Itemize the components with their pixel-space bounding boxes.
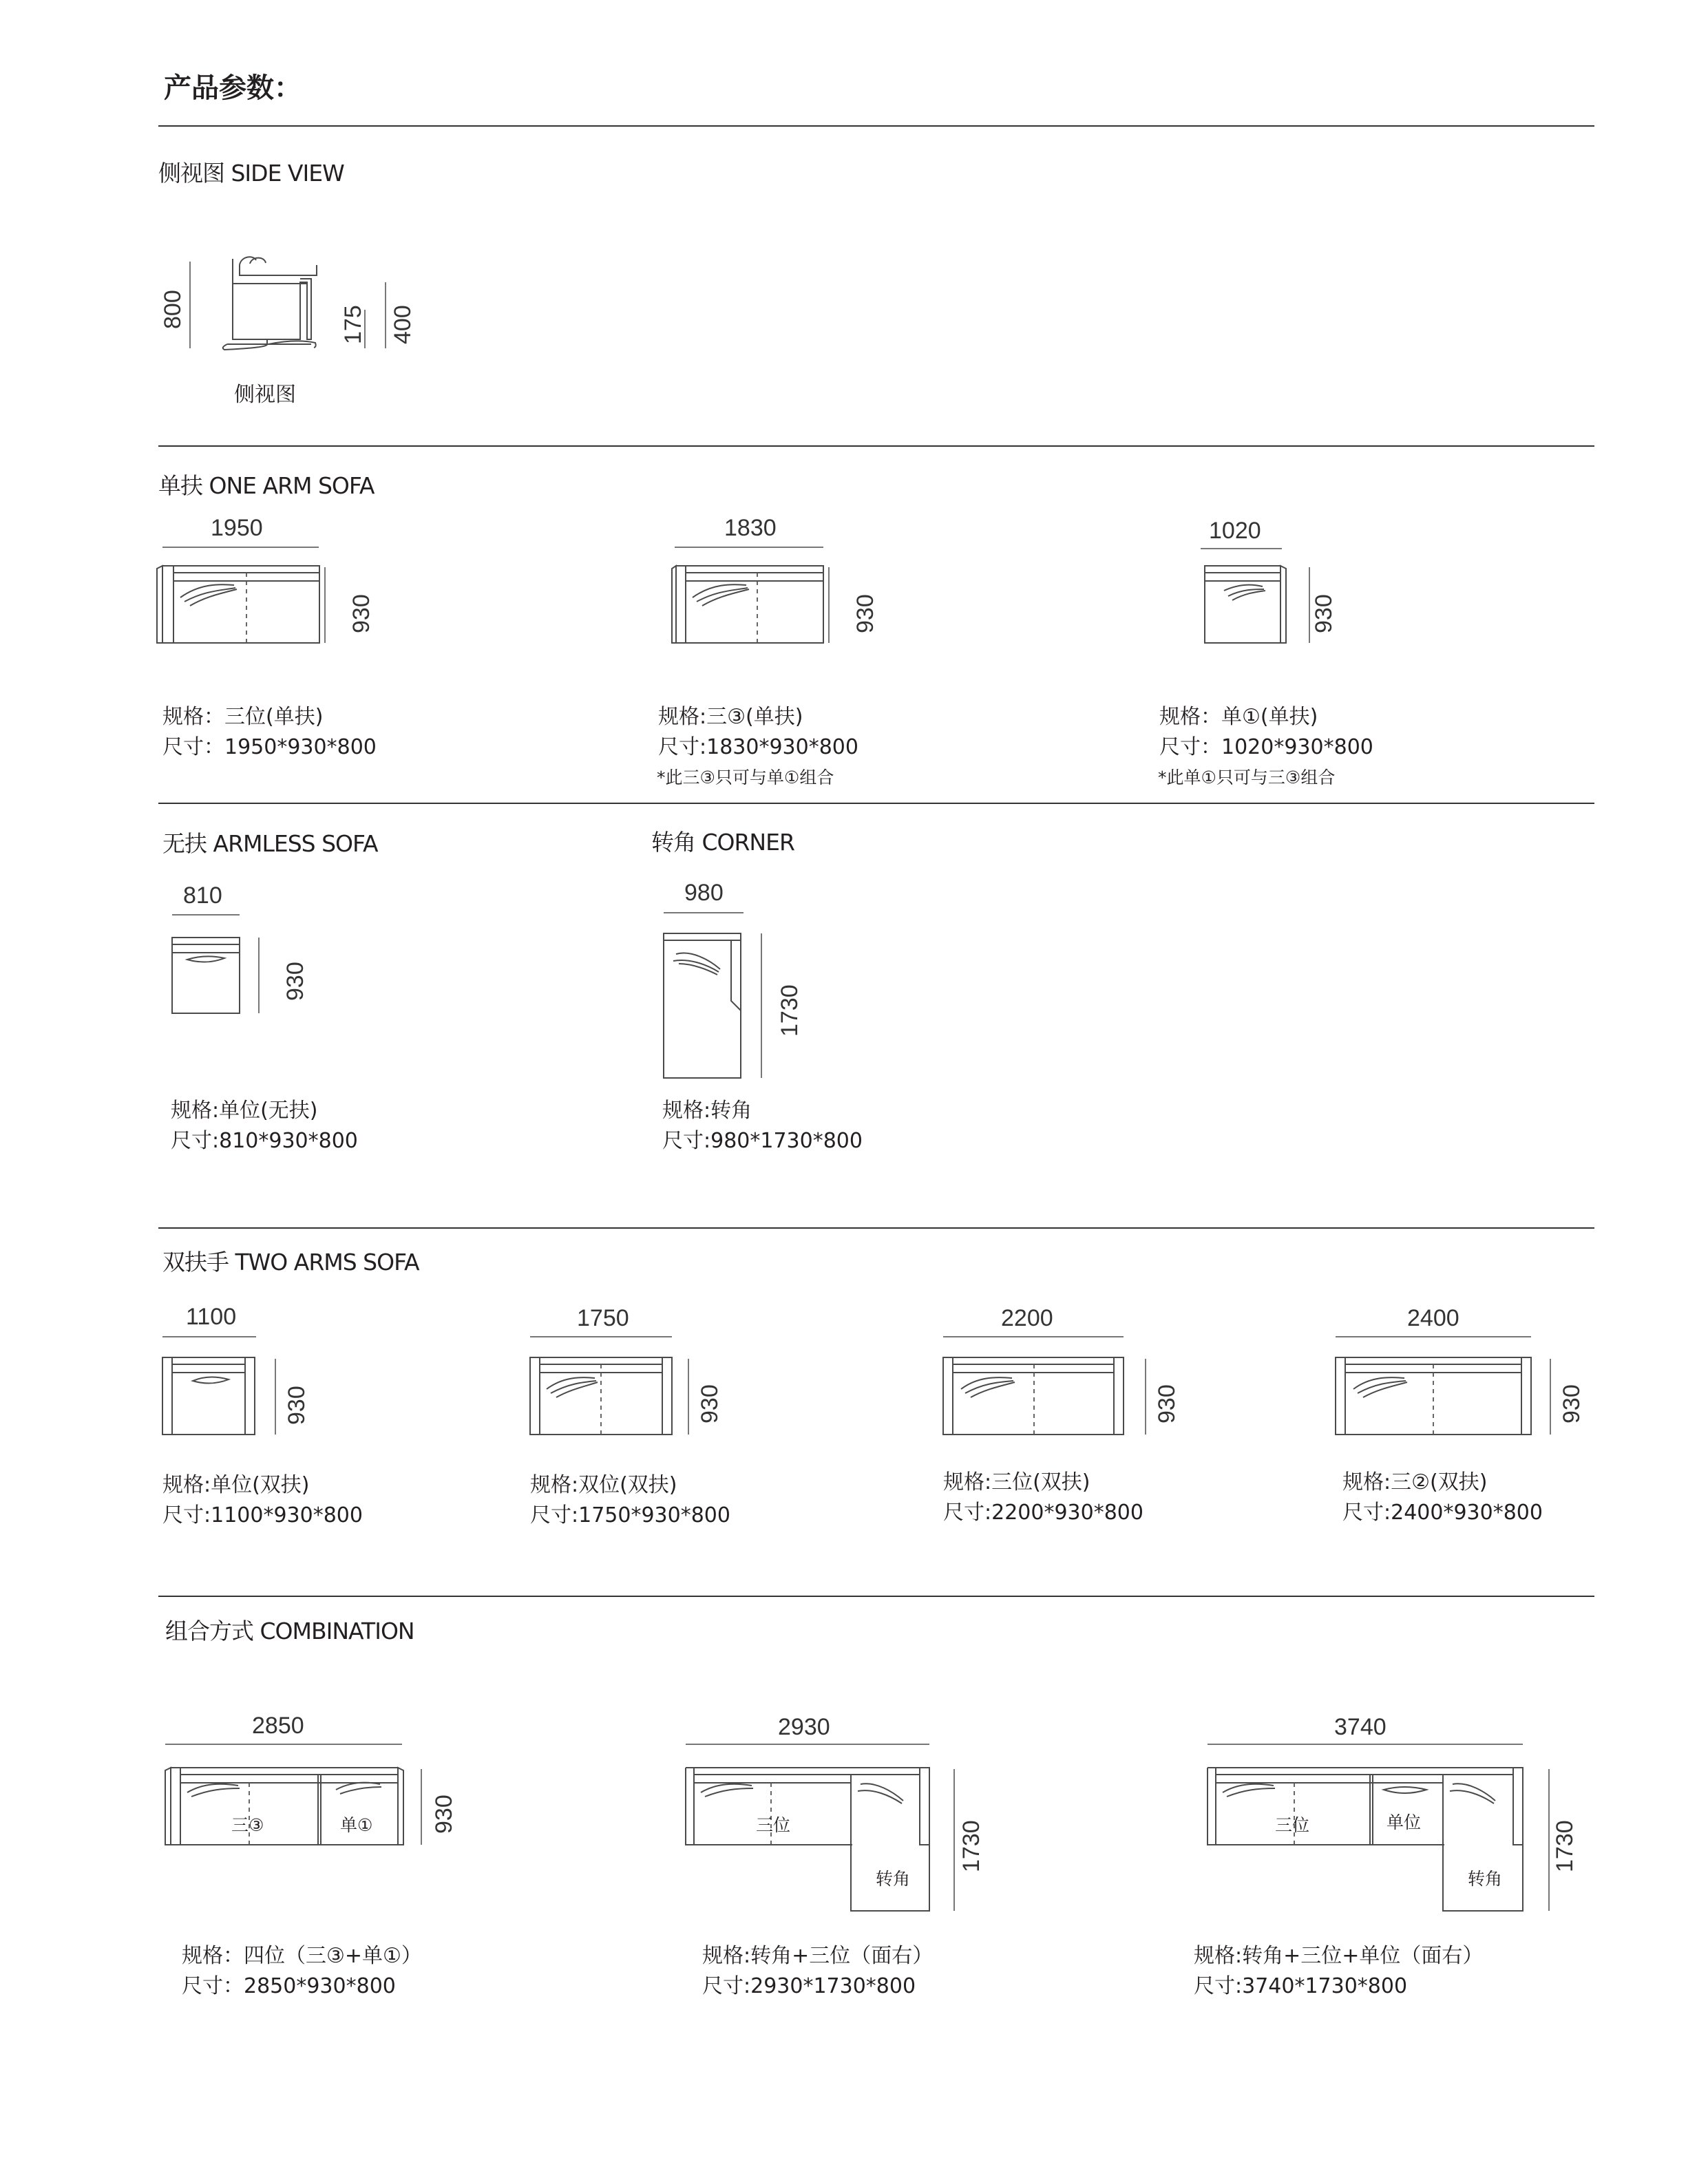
two-arms-4-size: 尺寸:2400*930*800 (1342, 1501, 1543, 1525)
combo-2-width: 2930 (778, 1714, 830, 1740)
one-arm-2-note: *此三③只可与单①组合 (657, 768, 834, 787)
combo-3-width: 3740 (1334, 1714, 1387, 1740)
one-arm-3-depth: 930 (1311, 594, 1337, 633)
combo-2-label-a: 三位 (756, 1815, 791, 1835)
combo-3-label-c: 转角 (1468, 1869, 1503, 1889)
corner-spec: 规格:转角 (662, 1099, 752, 1123)
combo-1-label-a: 三③ (231, 1815, 264, 1835)
one-arm-3-size: 尺寸：1020*930*800 (1159, 735, 1373, 759)
two-arms-1-depth: 930 (284, 1386, 310, 1425)
combo-3-label-b: 单位 (1387, 1812, 1422, 1832)
side-seat-dim: 175 (340, 305, 366, 344)
side-height-dim: 800 (160, 290, 186, 329)
corner-heading: 转角 CORNER (651, 829, 794, 856)
two-arms-4-depth: 930 (1559, 1384, 1585, 1424)
one-arm-2-depth: 930 (852, 594, 878, 633)
one-arm-2-size: 尺寸:1830*930*800 (658, 735, 858, 759)
combo-2-label-b: 转角 (876, 1869, 911, 1889)
combo-2-spec: 规格:转角+三位（面右） (702, 1944, 934, 1968)
armless-depth: 930 (282, 962, 308, 1001)
two-arms-heading: 双扶手 TWO ARMS SOFA (162, 1249, 419, 1276)
combo-1-spec: 规格：四位（三③+单①） (182, 1944, 422, 1968)
one-arm-3-width: 1020 (1209, 518, 1261, 544)
combination-heading: 组合方式 COMBINATION (165, 1618, 414, 1644)
combo-2-depth: 1730 (958, 1820, 984, 1872)
two-arms-3-width: 2200 (1001, 1305, 1053, 1331)
one-arm-heading: 单扶 ONE ARM SOFA (158, 472, 375, 499)
combo-3-depth: 1730 (1552, 1820, 1578, 1872)
two-arms-3-depth: 930 (1154, 1384, 1180, 1424)
one-arm-3-note: *此单①只可与三③组合 (1158, 768, 1336, 787)
side-view-caption: 侧视图 (234, 383, 296, 407)
corner-size: 尺寸:980*1730*800 (662, 1129, 863, 1153)
page-title: 产品参数： (164, 72, 302, 104)
side-view-heading: 侧视图 SIDE VIEW (158, 160, 344, 187)
two-arms-4-width: 2400 (1407, 1305, 1459, 1331)
combo-3-size: 尺寸:3740*1730*800 (1194, 1974, 1408, 1998)
two-arms-1-width: 1100 (186, 1304, 237, 1330)
combo-1-depth: 930 (431, 1795, 457, 1834)
armless-size: 尺寸:810*930*800 (171, 1129, 358, 1153)
two-arms-2-spec: 规格:双位(双扶) (530, 1473, 677, 1497)
corner-depth: 1730 (777, 984, 803, 1037)
two-arms-2-size: 尺寸:1750*930*800 (530, 1503, 730, 1527)
one-arm-2-width: 1830 (724, 515, 777, 541)
two-arms-3-spec: 规格:三位(双扶) (943, 1470, 1090, 1494)
combo-3-label-a: 三位 (1275, 1815, 1310, 1835)
two-arms-3-size: 尺寸:2200*930*800 (943, 1501, 1143, 1525)
one-arm-1-width: 1950 (211, 515, 263, 541)
one-arm-1-spec: 规格：三位(单扶) (162, 705, 324, 729)
armless-heading: 无扶 ARMLESS SOFA (162, 830, 378, 857)
one-arm-1-size: 尺寸：1950*930*800 (162, 735, 377, 759)
corner-width: 980 (684, 880, 724, 906)
two-arms-1-spec: 规格:单位(双扶) (162, 1473, 310, 1497)
combo-3-spec: 规格:转角+三位+单位（面右） (1194, 1944, 1484, 1968)
one-arm-3-spec: 规格：单①(单扶) (1159, 705, 1318, 729)
two-arms-1-size: 尺寸:1100*930*800 (162, 1503, 363, 1527)
side-arm-dim: 400 (390, 305, 416, 344)
one-arm-1-depth: 930 (348, 594, 375, 633)
combo-1-label-b: 单① (340, 1815, 373, 1835)
two-arms-2-depth: 930 (697, 1384, 723, 1424)
two-arms-4-spec: 规格:三②(双扶) (1342, 1470, 1488, 1494)
one-arm-2-spec: 规格:三③(单扶) (658, 705, 803, 729)
combo-1-width: 2850 (252, 1713, 304, 1739)
combo-2-size: 尺寸:2930*1730*800 (702, 1974, 916, 1998)
armless-width: 810 (183, 882, 222, 909)
armless-spec: 规格:单位(无扶) (171, 1099, 318, 1123)
two-arms-2-width: 1750 (577, 1305, 629, 1331)
combo-1-size: 尺寸：2850*930*800 (182, 1974, 396, 1998)
